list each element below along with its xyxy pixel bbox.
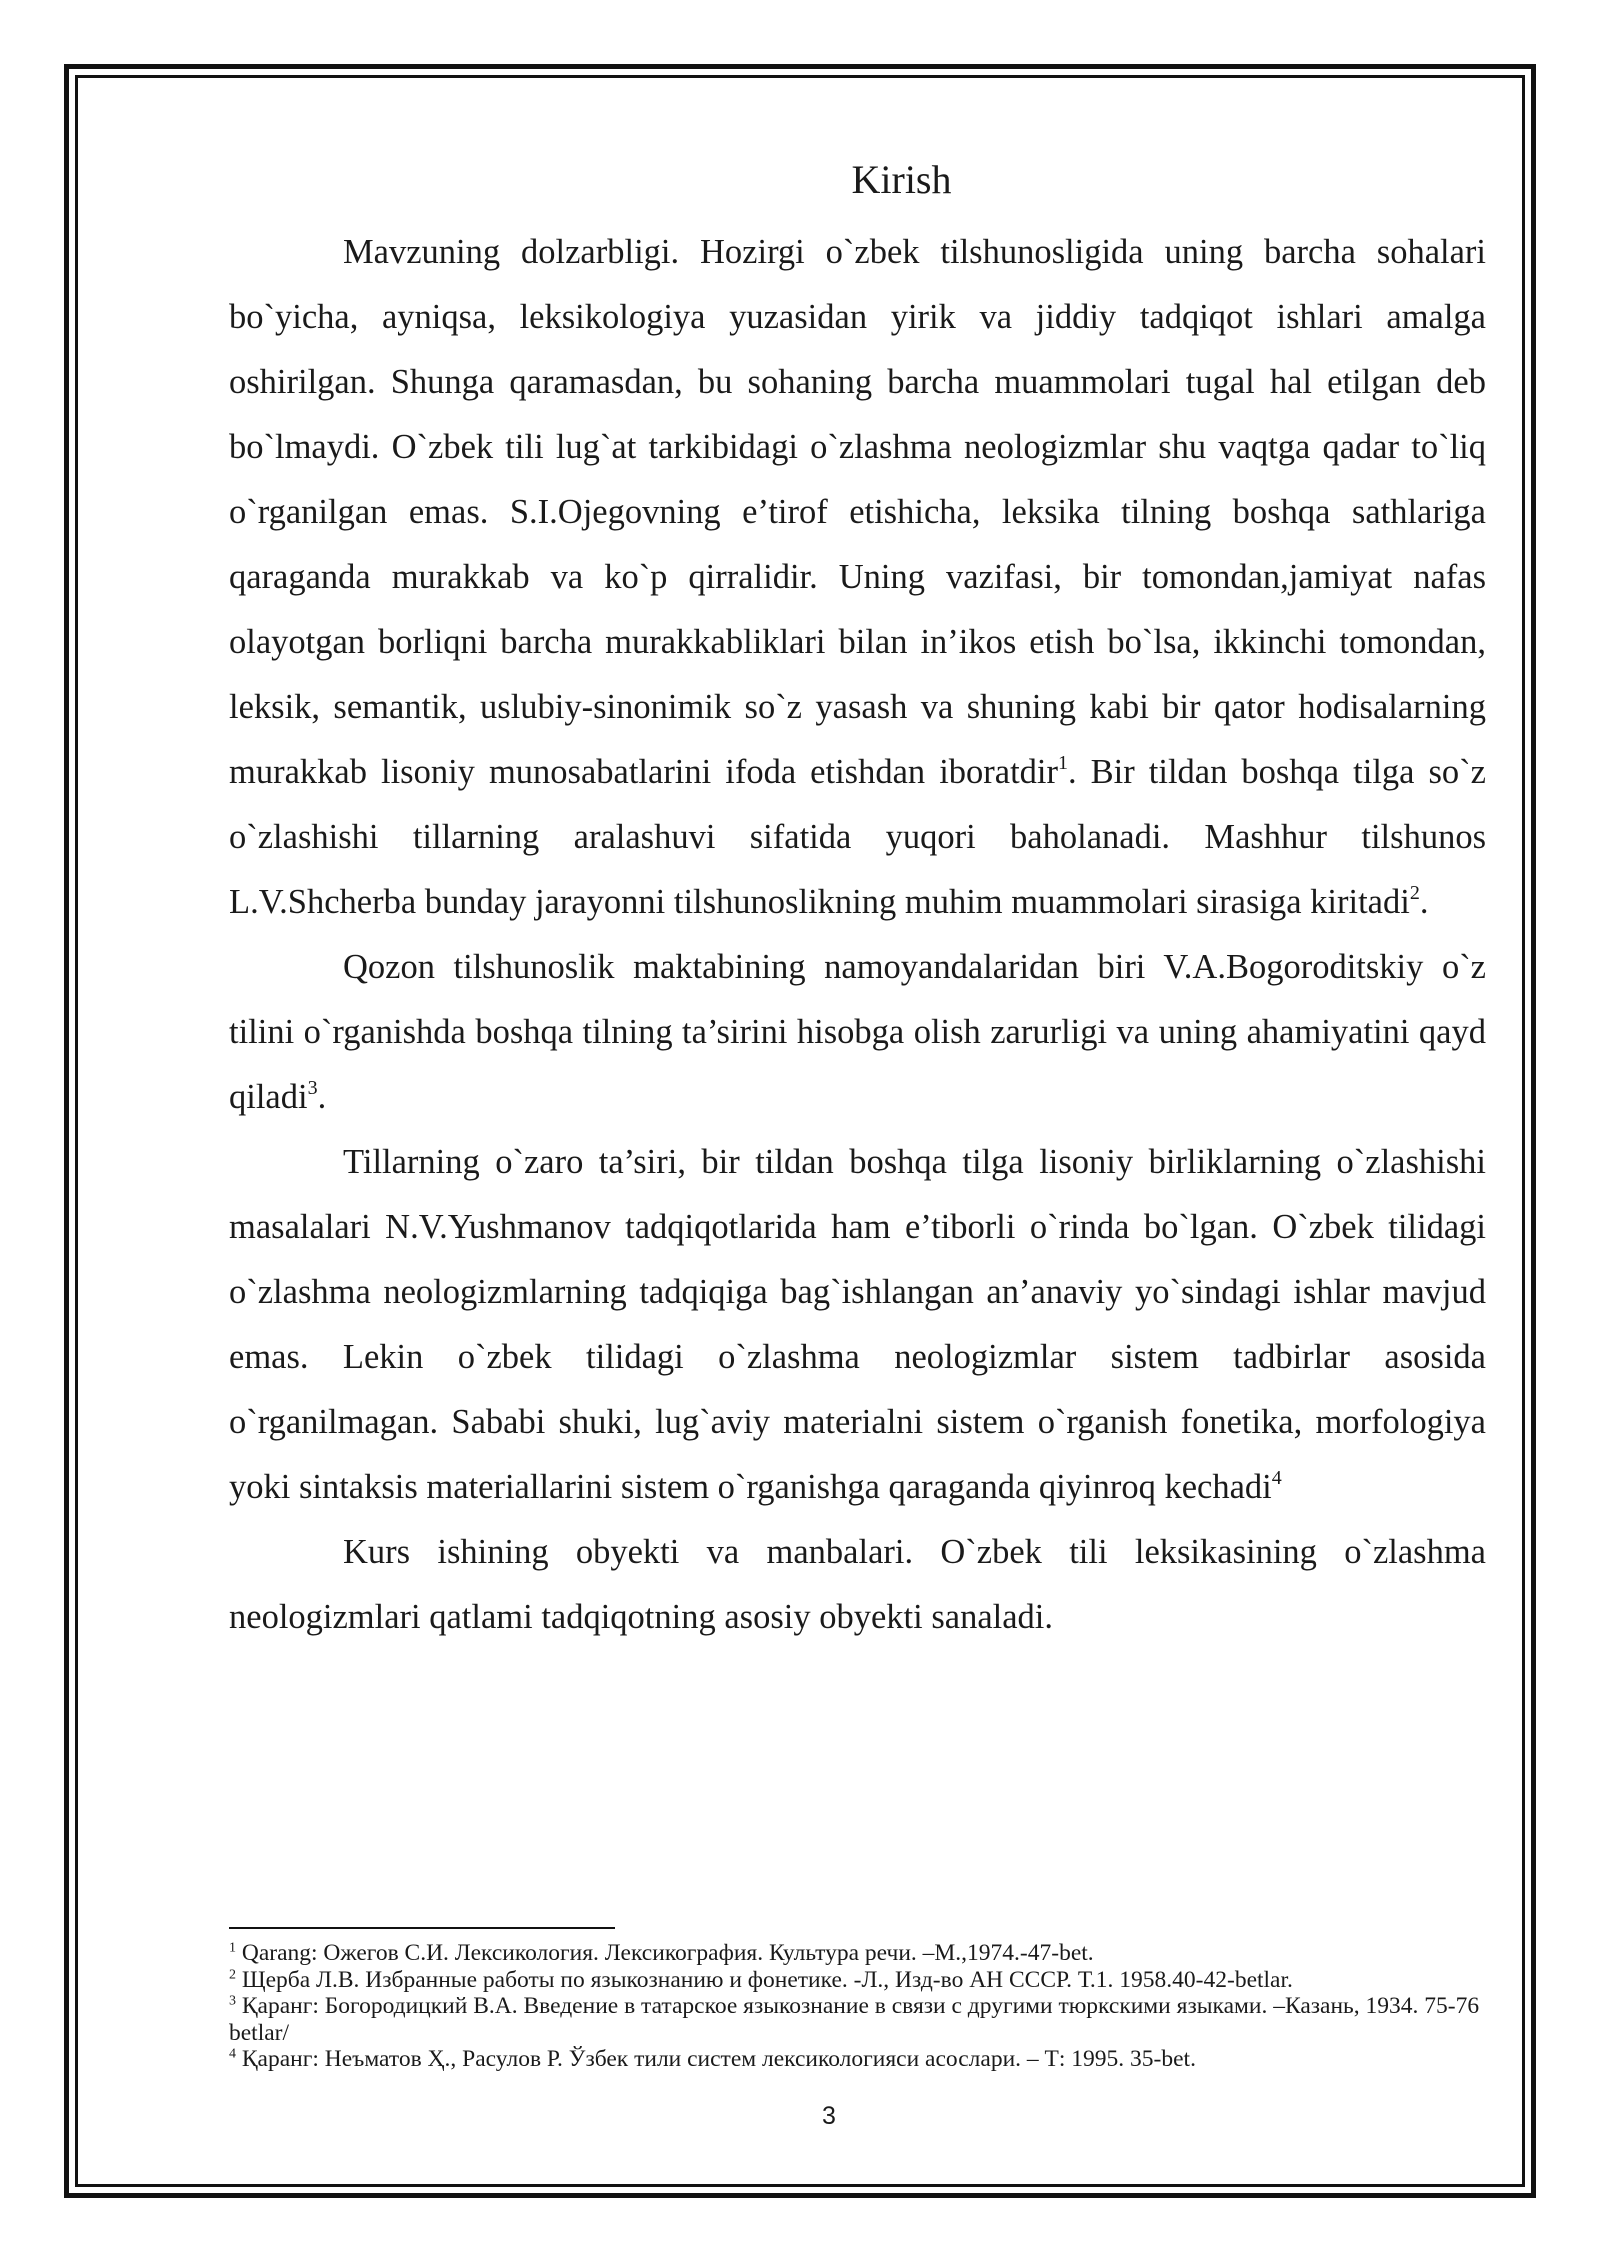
section-title: Kirish	[851, 157, 952, 202]
footnote-2	[229, 1967, 1486, 1994]
footnote-number: 1	[229, 1940, 236, 1956]
footnote-3	[229, 1993, 1486, 2046]
paragraph-text: Qozon tilshunoslik maktabining namoyandalaridan biri V.A.Bogoroditskiy o`z tilini o`rganishda boshqa tilning ta’sirini hisobga olish zarurligi va uning ahamiyatini qayd qiladi	[229, 948, 1486, 1116]
footnote-1	[229, 1940, 1486, 1967]
paragraph-relevance	[229, 220, 1486, 935]
footnote-ref[interactable]: 4	[1271, 1467, 1282, 1489]
footnote-ref[interactable]: 3	[307, 1077, 318, 1099]
footnote-text: Qarang: Ожегов С.И. Лексикология. Лексикография. Культура речи. –М.,1974.-47-bet.	[236, 1940, 1094, 1966]
paragraph-text: Mavzuning dolzarbligi. Hozirgi o`zbek tilshunosligida uning barcha sohalari bo`yicha, ayniqsa, leksikologiya yuzasidan yirik va jiddiy tadqiqot ishlari amalga oshirilgan. Shunga qaramasdan, bu sohaning barcha muammolari tugal hal etilgan deb bo`lmaydi. O`zbek tili lug`at tarkibidagi o`zlashma neologizmlar shu vaqtga qadar to`liq o`rganilgan emas. S.I.Ojegovning e’tirof etishicha, leksika tilning boshqa sathlariga qaraganda murakkab va ko`p qirralidir. Uning vazifasi, bir tomondan,jamiyat nafas olayotgan borliqni barcha murakkabliklari bilan in’ikos etish bo`lsa, ikkinchi tomondan, leksik, semantik, uslubiy-sinonimik so`z yasash va shuning kabi bir qator hodisalarning murakkab lisoniy munosabatlarini ifoda etishdan iboratdir	[229, 233, 1486, 791]
footnote-text: Қаранг: Неъматов Ҳ., Расулов Р. Ўзбек тили систем лексикологияси асослари. – Т: 1995. 35-bet.	[236, 2046, 1196, 2072]
paragraph-kazan-school	[229, 935, 1486, 1130]
paragraph-language-influence	[229, 1130, 1486, 1520]
paragraph-text: .	[1419, 883, 1429, 921]
document-body	[229, 150, 1486, 1650]
footnote-separator	[229, 1927, 615, 1929]
paragraph-object-sources	[229, 1520, 1486, 1650]
footnote-ref[interactable]: 1	[1058, 752, 1068, 774]
paragraph-text: Tillarning o`zaro ta’siri, bir tildan boshqa tilga lisoniy birliklarning o`zlashishi masalalari N.V.Yushmanov tadqiqotlarida ham e’tiborli o`rinda bo`lgan. O`zbek tilidagi o`zlashma neologizmlarning tadqiqiga bag`ishlangan an’anaviy yo`sindagi ishlar mavjud emas. Lekin o`zbek tilidagi o`zlashma neologizmlar sistem tadbirlar asosida o`rganilmagan. Sababi shuki, lug`aviy materialni sistem o`rganish fonetika, morfologiya yoki sintaksis materiallarini sistem o`rganishga qaraganda qiyinroq kechadi	[229, 1143, 1486, 1506]
footnote-number: 4	[229, 2046, 236, 2062]
footnote-number: 3	[229, 1993, 236, 2009]
page-number: 3	[822, 2102, 836, 2130]
footnote-text: Щерба Л.В. Избранные работы по языкознанию и фонетике. -Л., Изд-во АН СССР. Т.1. 1958.40-42-betlar.	[236, 1966, 1293, 1993]
footnotes	[229, 1940, 1486, 2073]
footnote-ref[interactable]: 2	[1409, 882, 1420, 904]
footnote-4	[229, 2046, 1486, 2073]
paragraph-text: . Bir tildan boshqa tilga so`z o`zlashishi tillarning aralashuvi sifatida yuqori baholanadi. Mashhur tilshunos L.V.Shcherba bunday jarayonni tilshunoslikning muhim muammolari sirasiga kiritadi	[229, 753, 1486, 921]
paragraph-text: .	[317, 1078, 327, 1116]
footnote-text: Қаранг: Богородицкий В.А. Введение в татарское языкознание в связи с другими тюркскими языками. –Казань, 1934. 75-76 betlar/	[229, 1993, 1480, 2046]
footnote-number: 2	[229, 1967, 236, 1983]
paragraph-text: Kurs ishining obyekti va manbalari. O`zbek tili leksikasining o`zlashma neologizmlari qatlami tadqiqotning asosiy obyekti sanaladi.	[229, 1533, 1486, 1636]
